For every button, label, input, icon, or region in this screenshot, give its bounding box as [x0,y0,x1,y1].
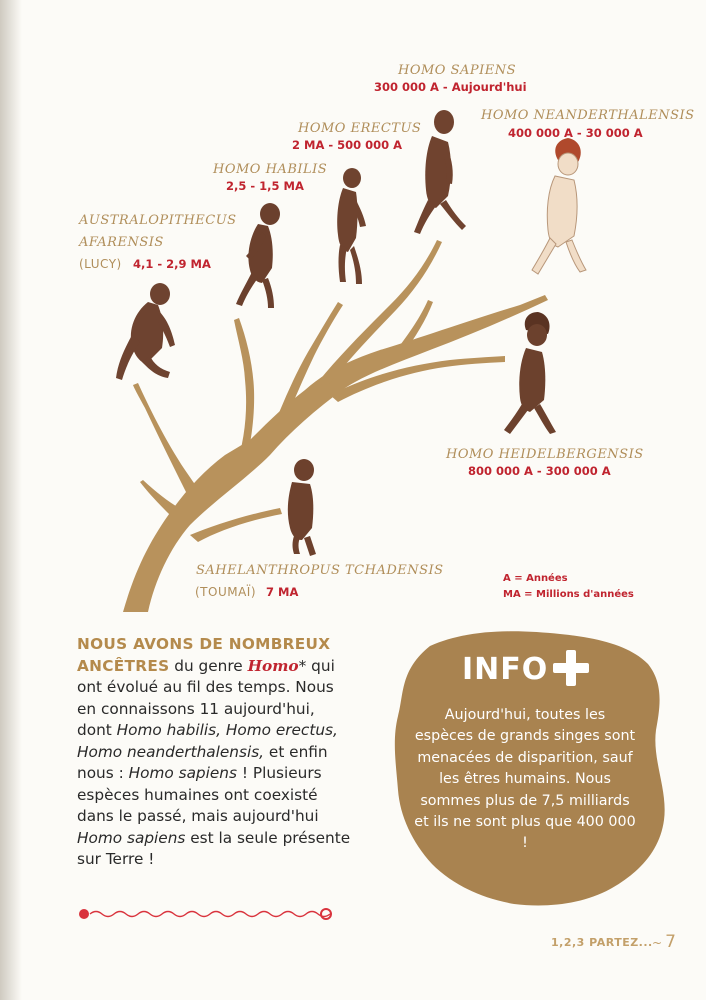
highlight-line1: NOUS AVONS DE NOMBREUX [77,635,331,653]
label-homo-neanderthalensis: HOMO NEANDERTHALENSIS [481,108,695,123]
date-homo-neanderthalensis: 400 000 A - 30 000 A [508,126,643,140]
homo-term: Homo [247,656,299,675]
legend [503,571,634,603]
plus-icon [553,650,589,686]
text-segment: qui ont évolué au fil des temps. Nous en connaissons 11 aujourd'hui, dont [77,656,335,739]
page-number-value: 7 [665,932,676,952]
homo-neanderthalensis-figure [532,138,586,274]
footer-series: 1,2,3 PARTEZ... [551,936,653,949]
main-paragraph [77,634,352,871]
tilde-glyph: ~ [652,936,663,950]
species-name: Homo sapiens [128,764,237,782]
homo-habilis-figure [236,203,280,308]
date-homo-habilis: 2,5 - 1,5 MA [226,179,304,193]
homo-erectus-figure [337,168,366,284]
decorative-wave-divider [79,909,331,919]
sahelanthropus-figure [288,459,316,556]
label-homo-sapiens: HOMO SAPIENS [398,63,517,78]
australopithecus-figure [116,283,175,380]
text-segment: est la seule présente sur Terre ! [77,828,351,868]
homo-heidelbergensis-figure [504,312,556,434]
text-segment: du genre [169,656,248,675]
label-lucy-nickname: (LUCY) [79,257,122,271]
text-segment: et enfin nous : [77,742,328,782]
legend-millions: MA = Millions d'années [503,589,634,600]
label-australopithecus-line1: AUSTRALOPITHECUS [79,213,237,228]
date-australopithecus: 4,1 - 2,9 MA [133,257,211,271]
label-sahelanthropus: SAHELANTHROPUS TCHADENSIS [196,563,444,578]
legend-annees: A = Années [503,573,568,584]
label-toumai-nickname: (TOUMAÏ) [195,585,257,599]
page-number [652,932,676,952]
species-names: Homo habilis, Homo erectus, Homo neanderthalensis, [77,721,338,761]
homo-sapiens-figure [414,110,466,234]
label-homo-habilis: HOMO HABILIS [213,162,328,177]
label-australopithecus-line2: AFARENSIS [79,235,164,250]
date-homo-erectus: 2 MA - 500 000 A [292,138,403,152]
label-homo-erectus: HOMO ERECTUS [298,121,422,136]
label-homo-heidelbergensis: HOMO HEIDELBERGENSIS [446,447,644,462]
date-sahelanthropus: 7 MA [266,585,299,599]
species-name: Homo sapiens [77,828,186,847]
highlight-line2: ANCÊTRES [77,656,170,675]
footnote-star: * [298,656,307,675]
date-homo-heidelbergensis: 800 000 A - 300 000 A [468,464,611,478]
text-segment: ! Plusieurs espèces humaines ont coexisté dans le passé, mais aujourd'hui [77,764,322,825]
info-title: INFO [462,652,549,687]
date-homo-sapiens: 300 000 A - Aujourd'hui [374,80,527,94]
info-body: Aujourd'hui, toutes les espèces de grands singes sont menacées de disparition, sauf les êtres humains. Nous sommes plus de 7,5 milliards et ils ne sont plus que 400 000 ! [414,707,636,852]
